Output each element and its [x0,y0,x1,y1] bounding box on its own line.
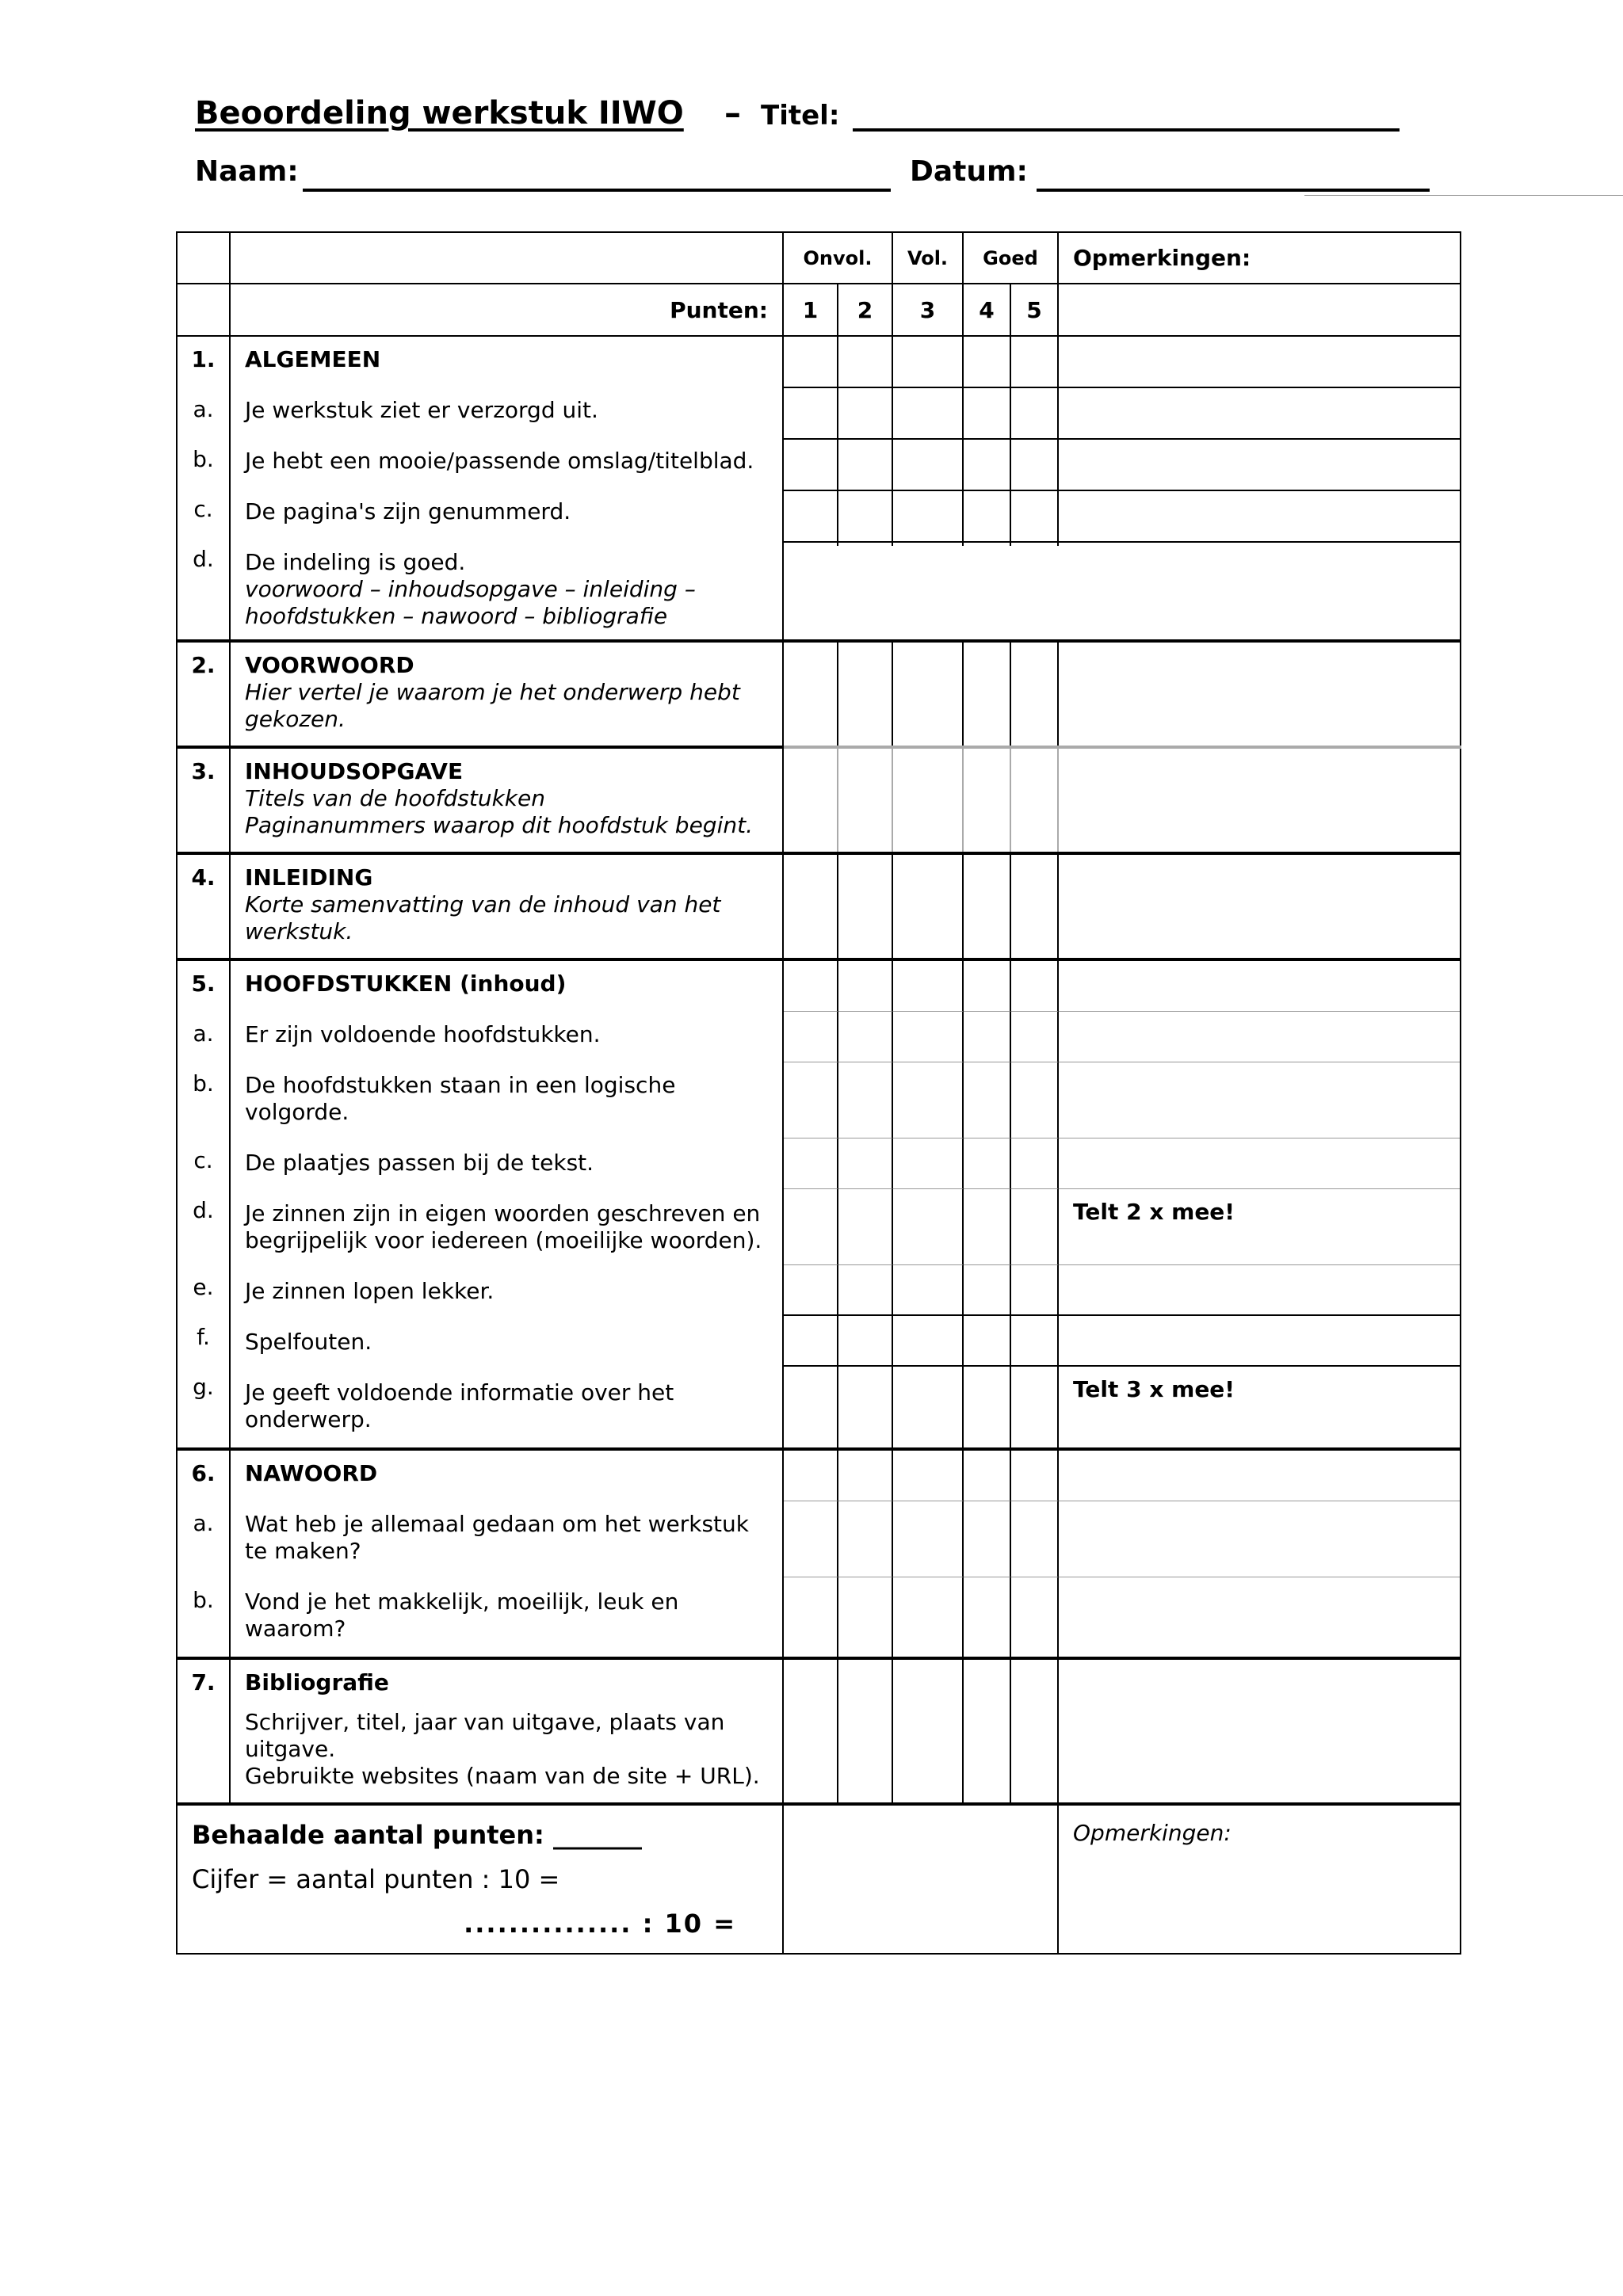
score-2: 2 [838,284,892,336]
empty-cell [177,284,230,336]
section-voorwoord [177,641,1461,747]
score-cell[interactable] [963,853,1010,959]
header-onvol: Onvol. [783,232,892,284]
score-cell[interactable] [1010,1658,1058,1804]
header-goed: Goed [963,232,1058,284]
section-content: INHOUDSOPGAVE Titels van de hoofdstukken Paginanummers waarop dit hoofdstuk begint. [230,747,783,853]
score-cell[interactable] [838,853,892,959]
score-cell[interactable] [783,641,838,747]
remark-cell[interactable] [1058,1658,1461,1804]
section-number: 6. a. b. [177,1449,230,1658]
score-cell[interactable] [1010,853,1058,959]
document-header [195,95,1431,203]
score-cell[interactable] [838,641,892,747]
score-cell[interactable] [783,747,838,853]
score-cell[interactable] [783,853,838,959]
titel-label: Titel: [761,100,840,132]
remark-cell[interactable] [1058,641,1461,747]
empty-cell [1058,284,1461,336]
section-number: 2. [177,641,230,747]
score-cell[interactable] [1010,747,1058,853]
footer-opmerkingen[interactable]: Opmerkingen: [1058,1804,1461,1954]
empty-header-cell [230,232,783,284]
remark-telt-2: Telt 2 x mee! [1059,1189,1460,1265]
section-number: 5. a. b. c. d. e. f. g. [177,959,230,1449]
score-3: 3 [892,284,963,336]
score-cell[interactable] [838,1658,892,1804]
title-line [195,95,1431,143]
score-cell[interactable] [838,747,892,853]
title-dash: – [724,93,741,132]
cijfer-formula: Cijfer = aantal punten : 10 = [192,1864,560,1894]
datum-guide-line [1304,195,1623,196]
corner-cell [177,232,230,284]
grade-cell[interactable] [783,1804,1058,1954]
naam-label: Naam: [195,155,299,188]
section-inhoudsopgave [177,747,1461,853]
remark-cell[interactable] [1058,853,1461,959]
cijfer-calculation: ............... : 10 = [464,1909,736,1939]
naam-field[interactable] [303,189,891,192]
score-cell[interactable] [963,747,1010,853]
remark-cell[interactable] [1058,747,1461,853]
section-content: INLEIDING Korte samenvatting van de inhoud van het werkstuk. [230,853,783,959]
section-content: HOOFDSTUKKEN (inhoud) Er zijn voldoende hoofdstukken. De hoofdstukken staan in een logische volgorde. De plaatjes passen bij de tekst. Je zinnen zijn in eigen woorden geschreven en begrijpelijk voor iedereen (moeilijke woorden). Je zinnen lopen lekker. Spelfouten. Je geeft voldoende informatie over het onderwerp. [230,959,783,1449]
score-grid[interactable] [783,336,1461,641]
score-cell[interactable] [1010,641,1058,747]
footer-row [177,1804,1461,1954]
section-algemeen [177,336,1461,641]
section-nawoord [177,1449,1461,1658]
section-content: ALGEMEEN Je werkstuk ziet er verzorgd uit. Je hebt een mooie/passende omslag/titelblad. De pagina's zijn genummerd. De indeling is goed. voorwoord – inhoudsopgave – inleiding – hoofdstukken – nawoord – bibliografie [230,336,783,641]
section-inleiding [177,853,1461,959]
score-cell[interactable] [963,1658,1010,1804]
total-points-cell [177,1804,783,1954]
section-number: 1. a. b. c. d. [177,336,230,641]
section-number: 7. [177,1658,230,1804]
score-5: 5 [1010,284,1058,336]
section-content: VOORWOORD Hier vertel je waarom je het onderwerp hebt gekozen. [230,641,783,747]
punten-label: Punten: [230,284,783,336]
score-grid[interactable] [783,1449,1461,1658]
section-content: NAWOORD Wat heb je allemaal gedaan om het werkstuk te maken? Vond je het makkelijk, moeilijk, leuk en waarom? [230,1449,783,1658]
score-grid[interactable] [783,959,1461,1449]
section-number: 3. [177,747,230,853]
section-content: Bibliografie Schrijver, titel, jaar van uitgave, plaats van uitgave. Gebruikte websites (naam van de site + URL). [230,1658,783,1804]
score-cell[interactable] [892,1658,963,1804]
remark-telt-3: Telt 3 x mee! [1073,1376,1235,1402]
section-number: 4. [177,853,230,959]
header-opmerkingen: Opmerkingen: [1058,232,1461,284]
score-cell[interactable] [892,641,963,747]
score-cell[interactable] [892,747,963,853]
column-header-row [177,232,1461,284]
assessment-table [176,231,1461,1955]
name-line [195,155,1431,203]
section-hoofdstukken [177,959,1461,1449]
score-cell[interactable] [783,1658,838,1804]
score-4: 4 [963,284,1010,336]
points-row [177,284,1461,336]
score-cell[interactable] [892,853,963,959]
score-cell[interactable] [963,641,1010,747]
section-bibliografie [177,1658,1461,1804]
behaalde-punten: Behaalde aantal punten: _______ [192,1820,642,1850]
datum-label: Datum: [910,155,1028,188]
score-1: 1 [783,284,838,336]
datum-field[interactable] [1037,189,1430,192]
document-title: Beoordeling werkstuk IIWO [195,95,684,132]
titel-field[interactable] [853,128,1400,132]
header-vol: Vol. [892,232,963,284]
